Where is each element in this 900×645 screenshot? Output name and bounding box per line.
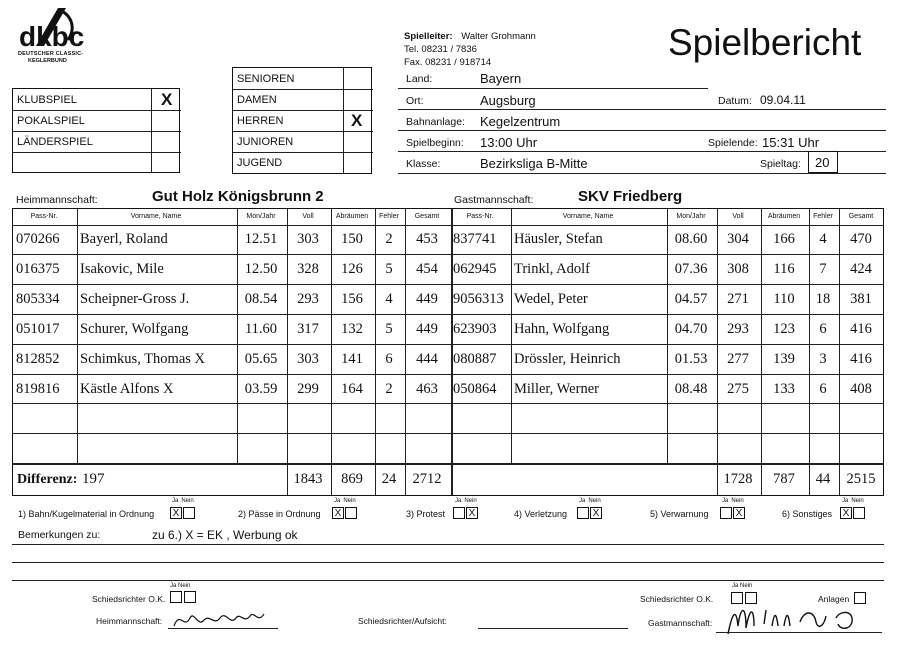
guest-player-voll[interactable]: 293 — [727, 321, 749, 337]
home-player-mon[interactable]: 12.50 — [244, 261, 278, 277]
land-value[interactable]: Bayern — [480, 71, 522, 86]
checkbox-ja[interactable] — [720, 507, 732, 519]
col-header-fehler: Fehler — [813, 213, 833, 220]
klasse-label: Klasse: — [406, 158, 441, 170]
guest-player-fehler[interactable]: 7 — [819, 261, 827, 277]
check-ja-nein-header: Ja Nein — [334, 498, 356, 504]
logo-line2: KEGLERBUND — [28, 58, 67, 64]
home-player-fehler[interactable]: 5 — [385, 261, 393, 277]
col-header-fehler: Fehler — [379, 213, 399, 220]
guest-sign-label: Gastmannschaft: — [648, 618, 713, 628]
col-header-name: Vorname, Name — [562, 213, 614, 220]
spieltag-value[interactable]: 20 — [815, 155, 830, 170]
check-item-label: 5) Verwarnung — [650, 509, 709, 519]
home-player-fehler[interactable]: 2 — [385, 231, 393, 247]
sr-ok2-label: Schiedsrichter O.K. — [640, 594, 714, 604]
spieltag-box — [808, 151, 838, 173]
guest-total-fehler[interactable]: 44 — [815, 471, 831, 487]
bahn-value[interactable]: Kegelzentrum — [480, 114, 561, 129]
home-player-mon[interactable]: 12.51 — [244, 231, 278, 247]
guest-player-abr[interactable]: 110 — [773, 291, 795, 307]
guest-player-voll[interactable]: 275 — [727, 381, 749, 397]
diff-label: Differenz: — [17, 472, 78, 487]
home-player-abr[interactable]: 126 — [341, 261, 363, 277]
col-header-mon: Mon/Jahr — [246, 213, 276, 220]
home-player-mon[interactable]: 08.54 — [244, 291, 278, 307]
ort-label: Ort: — [406, 95, 424, 107]
check-ja-nein-header: Ja Nein — [842, 498, 864, 504]
col-header-name: Vorname, Name — [130, 213, 182, 220]
guest-player-ges[interactable]: 381 — [850, 291, 872, 307]
home-player-pass[interactable]: 812852 — [16, 351, 60, 367]
match-type-row[interactable]: LÄNDERSPIEL — [13, 131, 181, 153]
footer-ja-nein-1: Ja Nein — [170, 583, 191, 589]
logo-line1: DEUTSCHER CLASSIC- — [18, 51, 84, 57]
guest-player-mon[interactable]: 04.70 — [674, 321, 708, 337]
col-header-gesamt: Gesamt — [848, 213, 874, 220]
home-player-name[interactable]: Schimkus, Thomas X — [80, 351, 205, 367]
match-type-row[interactable]: POKALSPIEL — [13, 110, 181, 132]
checkbox-nein[interactable] — [345, 507, 357, 519]
col-header-gesamt: Gesamt — [414, 213, 440, 220]
home-player-mon[interactable]: 05.65 — [244, 351, 278, 367]
sr-aufsicht-label: Schiedsrichter/Aufsicht: — [358, 616, 447, 626]
home-player-voll[interactable]: 328 — [297, 261, 319, 277]
home-player-pass[interactable]: 051017 — [16, 321, 60, 337]
home-player-voll[interactable]: 303 — [297, 231, 319, 247]
guest-player-abr[interactable]: 116 — [773, 261, 795, 277]
home-player-name[interactable]: Bayerl, Roland — [80, 231, 168, 247]
home-player-abr[interactable]: 156 — [341, 291, 363, 307]
col-header-voll: Voll — [732, 213, 744, 220]
guest-player-fehler[interactable]: 18 — [815, 291, 831, 307]
col-header-pass: Pass-Nr. — [466, 213, 494, 220]
col-header-abr: Abräumen — [335, 213, 369, 220]
bahn-label: Bahnanlage: — [406, 116, 465, 128]
col-header-pass: Pass-Nr. — [30, 213, 58, 220]
checkbox-nein[interactable]: X — [733, 507, 745, 519]
guest-player-ges[interactable]: 408 — [850, 381, 872, 397]
guest-player-name[interactable]: Trinkl, Adolf — [514, 261, 591, 277]
age-group-row[interactable]: JUGEND — [237, 157, 283, 169]
match-info-box — [398, 67, 886, 174]
home-total-abr[interactable]: 869 — [341, 471, 363, 487]
guest-player-name[interactable]: Hahn, Wolfgang — [514, 321, 610, 337]
check-item-label: 1) Bahn/Kugelmaterial in Ordnung — [18, 509, 155, 519]
guest-player-voll[interactable]: 271 — [727, 291, 749, 307]
guest-player-ges[interactable]: 424 — [850, 261, 872, 277]
page-title: Spielbericht — [668, 22, 862, 63]
home-player-ges[interactable]: 449 — [416, 291, 438, 307]
datum-label: Datum: — [718, 95, 752, 107]
guest-player-fehler[interactable]: 3 — [819, 351, 827, 367]
home-player-name[interactable]: Kästle Alfons X — [80, 381, 174, 397]
guest-player-fehler[interactable]: 4 — [819, 231, 827, 247]
ort-value[interactable]: Augsburg — [480, 93, 536, 108]
home-player-voll[interactable]: 299 — [297, 381, 319, 397]
anlagen-label: Anlagen — [818, 594, 850, 604]
datum-value[interactable]: 09.04.11 — [760, 93, 806, 107]
home-player-fehler[interactable]: 2 — [385, 381, 393, 397]
home-player-voll[interactable]: 317 — [297, 321, 319, 337]
check-ja-nein-header: Ja Nein — [455, 498, 477, 504]
home-player-ges[interactable]: 444 — [416, 351, 438, 367]
checkbox-nein[interactable]: X — [466, 507, 478, 519]
guest-player-pass[interactable]: 837741 — [453, 231, 497, 247]
guest-total-abr[interactable]: 787 — [773, 471, 795, 487]
contact-tel: Tel. 08231 / 7836 — [404, 44, 477, 55]
guest-player-name[interactable]: Miller, Werner — [514, 381, 599, 397]
contact-fax: Fax. 08231 / 918714 — [404, 57, 492, 68]
remarks-text[interactable]: zu 6.) X = EK , Werbung ok — [152, 528, 298, 542]
home-player-ges[interactable]: 453 — [416, 231, 438, 247]
klasse-value[interactable]: Bezirksliga B-Mitte — [480, 156, 588, 171]
home-player-ges[interactable]: 449 — [416, 321, 438, 337]
home-total-fehler[interactable]: 24 — [381, 471, 397, 487]
guest-player-name[interactable]: Wedel, Peter — [514, 291, 588, 307]
guest-player-voll[interactable]: 277 — [727, 351, 749, 367]
home-player-voll[interactable]: 293 — [297, 291, 319, 307]
checkbox-nein[interactable] — [183, 507, 195, 519]
home-player-name[interactable]: Isakovic, Mile — [80, 261, 164, 277]
age-group-row[interactable]: DAMEN — [233, 89, 373, 111]
guest-player-name[interactable]: Häusler, Stefan — [514, 231, 603, 247]
home-player-abr[interactable]: 132 — [341, 321, 363, 337]
home-player-abr[interactable]: 141 — [341, 351, 363, 367]
guest-player-ges[interactable]: 416 — [850, 321, 872, 337]
guest-player-abr[interactable]: 166 — [773, 231, 795, 247]
age-group-row[interactable]: JUNIOREN — [233, 131, 373, 153]
checkbox-nein[interactable] — [853, 507, 865, 519]
guest-total-voll[interactable]: 1728 — [723, 471, 753, 487]
age-group-box — [232, 67, 372, 174]
checkbox-ja[interactable] — [453, 507, 465, 519]
home-player-name[interactable]: Schurer, Wolfgang — [80, 321, 189, 337]
home-total-gesamt[interactable]: 2712 — [412, 471, 442, 487]
check-mark: X — [161, 90, 173, 109]
guest-team-label: Gastmannschaft: — [454, 194, 534, 206]
guest-player-pass[interactable]: 9056313 — [453, 291, 504, 307]
ende-label: Spielende: — [708, 137, 758, 149]
home-player-ges[interactable]: 463 — [416, 381, 438, 397]
guest-signature — [720, 596, 880, 640]
match-type-row[interactable]: KLUBSPIEL X — [13, 89, 181, 111]
home-sign-label: Heimmannschaft: — [96, 616, 163, 626]
home-team-name[interactable]: Gut Holz Königsbrunn 2 — [152, 188, 324, 205]
logo-graphic — [14, 6, 104, 52]
sr-ok-label: Schiedsrichter O.K. — [92, 594, 166, 604]
home-team-label: Heimmannschaft: — [16, 194, 98, 206]
guest-player-voll[interactable]: 308 — [727, 261, 749, 277]
remarks-label: Bemerkungen zu: — [18, 529, 101, 541]
guest-player-ges[interactable]: 416 — [850, 351, 872, 367]
logo — [14, 6, 104, 68]
home-player-mon[interactable]: 03.59 — [244, 381, 278, 397]
age-group-row[interactable]: SENIOREN — [233, 68, 373, 90]
home-player-name[interactable]: Scheipner-Gross J. — [80, 291, 190, 307]
guest-team-name[interactable]: SKV Friedberg — [578, 188, 683, 205]
col-header-voll: Voll — [302, 213, 314, 220]
check-ja-nein-header: Ja Nein — [579, 498, 601, 504]
check-mark: X — [351, 111, 363, 130]
beginn-label: Spielbeginn: — [406, 137, 464, 149]
guest-player-fehler[interactable]: 6 — [819, 321, 827, 337]
check-ja-nein-header: Ja Nein — [722, 498, 744, 504]
guest-player-mon[interactable]: 07.36 — [674, 261, 708, 277]
footer-ja-nein-2: Ja Nein — [732, 583, 753, 589]
guest-player-abr[interactable]: 123 — [773, 321, 795, 337]
checkbox-ja[interactable]: X — [332, 507, 344, 519]
guest-player-pass[interactable]: 080887 — [453, 351, 497, 367]
home-total-voll[interactable]: 1843 — [293, 471, 323, 487]
home-player-abr[interactable]: 164 — [341, 381, 363, 397]
home-player-abr[interactable]: 150 — [341, 231, 363, 247]
guest-player-mon[interactable]: 08.48 — [674, 381, 708, 397]
home-player-voll[interactable]: 303 — [297, 351, 319, 367]
ende-value[interactable]: 15:31 Uhr — [762, 135, 820, 150]
home-player-fehler[interactable]: 5 — [385, 321, 393, 337]
contact-block — [404, 30, 536, 69]
guest-player-pass[interactable]: 062945 — [453, 261, 497, 277]
checkbox-ja[interactable]: X — [170, 507, 182, 519]
check-item-label: 6) Sonstiges — [782, 509, 833, 519]
guest-player-pass[interactable]: 623903 — [453, 321, 497, 337]
guest-player-name[interactable]: Drössler, Heinrich — [514, 351, 621, 367]
guest-player-abr[interactable]: 133 — [773, 381, 795, 397]
guest-player-mon[interactable]: 08.60 — [674, 231, 708, 247]
match-type-row[interactable] — [13, 152, 181, 173]
guest-player-mon[interactable]: 01.53 — [674, 351, 708, 367]
check-item-label: 2) Pässe in Ordnung — [238, 509, 321, 519]
guest-player-pass[interactable]: 050864 — [453, 381, 497, 397]
guest-player-mon[interactable]: 04.57 — [674, 291, 708, 307]
home-player-pass[interactable]: 070266 — [16, 231, 60, 247]
check-ja-nein-header: Ja Nein — [172, 498, 194, 504]
guest-player-voll[interactable]: 304 — [727, 231, 749, 247]
guest-player-ges[interactable]: 470 — [850, 231, 872, 247]
col-header-mon: Mon/Jahr — [676, 213, 706, 220]
match-type-box — [12, 88, 180, 173]
check-item-label: 3) Protest — [406, 509, 446, 519]
checkbox-nein[interactable]: X — [590, 507, 602, 519]
check-item-label: 4) Verletzung — [514, 509, 568, 519]
beginn-value[interactable]: 13:00 Uhr — [480, 135, 538, 150]
home-player-mon[interactable]: 11.60 — [244, 321, 278, 337]
home-player-pass[interactable]: 819816 — [16, 381, 60, 397]
home-signature — [170, 600, 270, 636]
home-player-ges[interactable]: 454 — [416, 261, 438, 277]
checkbox-ja[interactable] — [577, 507, 589, 519]
home-player-fehler[interactable]: 6 — [385, 351, 393, 367]
home-player-fehler[interactable]: 4 — [385, 291, 393, 307]
col-header-abr: Abräumen — [767, 213, 801, 220]
diff-value[interactable]: 197 — [82, 471, 105, 487]
guest-player-abr[interactable]: 139 — [773, 351, 795, 367]
logo-letters: dkbc — [19, 21, 85, 52]
spieltag-label: Spieltag: — [760, 158, 801, 170]
checkbox-ja[interactable]: X — [840, 507, 852, 519]
home-player-pass[interactable]: 016375 — [16, 261, 60, 277]
age-group-row[interactable]: HERREN X — [233, 110, 373, 132]
guest-total-gesamt[interactable]: 2515 — [846, 471, 876, 487]
home-player-pass[interactable]: 805334 — [16, 291, 60, 307]
guest-player-fehler[interactable]: 6 — [819, 381, 827, 397]
spielleiter-name: Walter Grohmann — [461, 31, 536, 42]
land-label: Land: — [406, 73, 433, 85]
spielleiter-label: Spielleiter: — [404, 31, 453, 42]
